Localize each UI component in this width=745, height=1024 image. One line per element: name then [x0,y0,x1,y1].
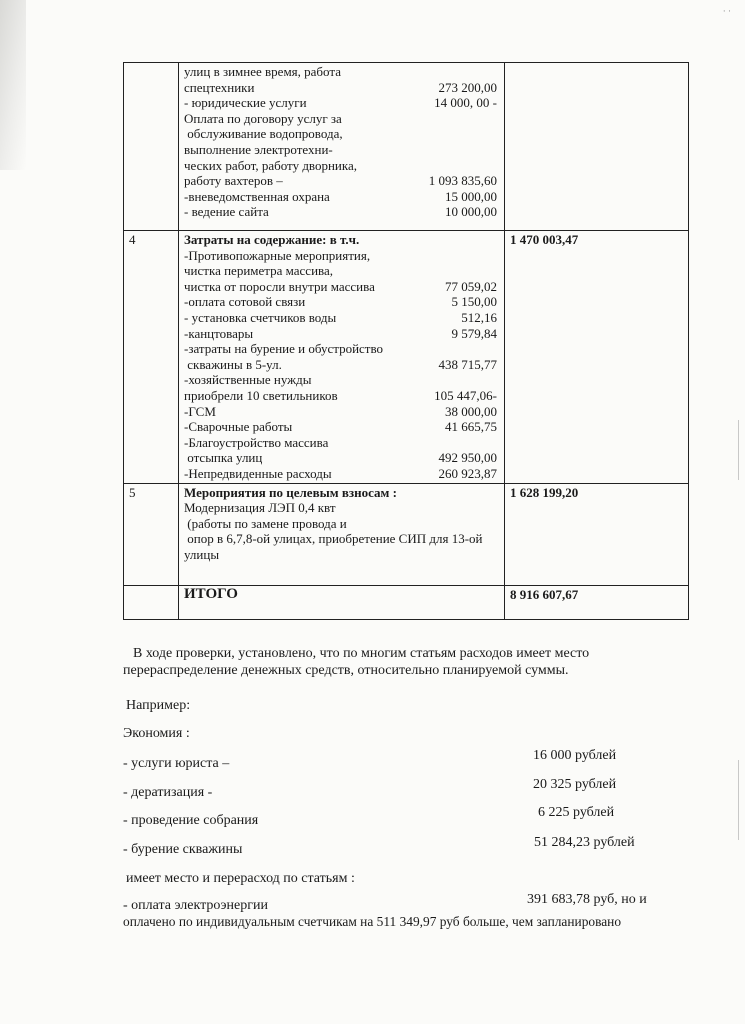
item-text: -Благоустройство массива [184,434,329,450]
item-amount: 105 447,06- [434,387,497,403]
item-lines [184,500,501,562]
row-description-cell [179,63,505,231]
saving-label: - услуги юриста – [123,756,230,771]
item-line [184,450,501,466]
economy-label: Экономия : [123,726,190,741]
item-text: улиц в зимнее время, работа [184,64,341,79]
item-line [184,111,501,127]
item-text: приобрели 10 светильников [184,387,338,403]
item-line [184,547,501,563]
item-amount [497,248,501,264]
paragraph-line: В ходе проверки, установлено, что по многим статьям расходов имеет место [133,646,590,661]
item-line [184,516,501,532]
item-amount [497,64,501,80]
item-amount: 9 579,84 [451,325,497,341]
item-amount [497,126,501,142]
row-number: 5 [124,483,179,585]
item-amount: 273 200,00 [438,79,497,95]
saving-amount: 51 284,23 рублей [534,835,635,850]
row-total: 1 628 199,20 [505,483,689,585]
row-description-cell [179,483,505,585]
saving-amount: 20 325 рублей [533,777,617,792]
item-text: - установка счетчиков воды [184,309,337,325]
item-line [184,388,501,404]
item-amount [497,531,501,547]
item-lines [184,248,501,482]
item-line [184,466,501,482]
item-amount [497,142,501,158]
item-line [184,310,501,326]
item-amount: 1 093 835,60 [428,173,497,189]
item-line [184,173,501,189]
item-line [184,294,501,310]
item-text: -вневедомственная охрана [184,188,330,204]
item-text: отсыпка улиц [184,450,263,466]
electricity-label: - оплата электроэнергии [123,898,268,913]
item-line [184,142,501,158]
item-lines [184,64,501,220]
expense-table [123,62,689,620]
electricity-amount: 391 683,78 руб, но и [527,892,647,907]
item-amount: 15 000,00 [445,188,497,204]
scan-edge-mark [738,420,739,480]
total-label: ИТОГО [179,585,505,619]
final-line: оплачено по индивидуальным счетчикам на 511 349,97 руб больше, чем запланировано [123,914,622,929]
table-row-5 [124,483,689,585]
paragraph-line: перераспределение денежных средств, относительно планируемой суммы. [123,663,569,678]
item-amount: 77 059,02 [445,278,497,294]
item-text: (работы по замене провода и [184,515,347,531]
item-text: опор в 6,7,8-ой улицах, приобретение СИП для 13-ой [184,531,483,547]
item-text: Оплата по договору услуг за [184,110,342,126]
item-line [184,64,501,80]
item-amount [497,435,501,451]
item-text: - ведение сайта [184,204,269,220]
row-heading: Мероприятия по целевым взносам : [184,484,397,500]
item-line [184,263,501,279]
item-amount [497,372,501,388]
item-line [184,500,501,516]
example-label: Например: [126,698,191,713]
item-line [184,126,501,142]
item-text: - юридические услуги [184,95,307,111]
item-line [184,326,501,342]
item-amount: 438 715,77 [438,356,497,372]
item-amount [497,111,501,127]
item-text: спецтехники [184,79,255,95]
item-line [184,204,501,220]
saving-amount: 6 225 рублей [538,805,615,820]
item-amount [497,158,501,174]
item-amount [497,500,501,516]
item-line [184,531,501,547]
item-text: скважины в 5-ул. [184,356,282,372]
item-amount [497,547,501,563]
item-amount: 260 923,87 [438,465,497,481]
item-amount: 512,16 [461,309,497,325]
scan-edge-mark [738,760,739,840]
row-description-cell [179,231,505,484]
item-line [184,80,501,96]
item-text: -хозяйственные нужды [184,372,312,388]
item-text: улицы [184,546,220,562]
item-amount: 14 000, 00 - [434,95,497,111]
table-row-4 [124,231,689,484]
item-line [184,372,501,388]
item-text: -ГСМ [184,403,216,419]
item-text: -оплата сотовой связи [184,294,306,310]
item-amount [497,516,501,532]
row-number: 4 [124,231,179,484]
item-text: выполнение электротехни- [184,141,333,157]
item-amount: 10 000,00 [445,204,497,220]
item-line [184,419,501,435]
item-text: чистка от поросли внутри массива [184,278,375,294]
item-line [184,279,501,295]
item-amount: 41 665,75 [445,419,497,435]
item-amount [497,263,501,279]
item-line [184,404,501,420]
item-amount: 492 950,00 [438,450,497,466]
item-line [184,248,501,264]
item-line [184,95,501,111]
saving-label: - проведение собрания [123,813,259,828]
saving-label: - дератизация - [123,785,213,800]
item-text: работу вахтеров – [184,173,283,189]
item-amount: 38 000,00 [445,403,497,419]
saving-amount: 16 000 рублей [533,748,617,763]
item-text: обслуживание водопровода, [184,126,343,142]
item-line [184,341,501,357]
row-heading: Затраты на содержание: в т.ч. [184,232,360,247]
item-line [184,435,501,451]
item-text: -затраты на бурение и обустройство [184,341,384,357]
item-text: -Противопожарные мероприятия, [184,247,371,263]
table-row-continued [124,63,689,231]
row-number-cell [124,585,179,619]
item-text: Модернизация ЛЭП 0,4 квт [184,500,336,516]
scan-shadow [0,0,26,170]
item-text: чистка периметра массива, [184,263,334,279]
item-text: -канцтовары [184,325,254,341]
table-row-total [124,585,689,619]
item-line [184,158,501,174]
item-text: -Непредвиденные расходы [184,465,332,481]
grand-total: 8 916 607,67 [505,585,689,619]
item-text: ческих работ, работу дворника, [184,157,358,173]
item-amount: 5 150,00 [451,294,497,310]
item-line [184,189,501,205]
row-number-cell [124,63,179,231]
saving-label: - бурение скважины [123,842,243,857]
row-total-cell [505,63,689,231]
item-line [184,357,501,373]
overspend-intro: имеет место и перерасход по статьям : [126,871,355,886]
row-total: 1 470 003,47 [505,231,689,484]
item-amount [497,341,501,357]
item-text: -Сварочные работы [184,419,293,435]
margin-mark: · · [722,6,731,16]
